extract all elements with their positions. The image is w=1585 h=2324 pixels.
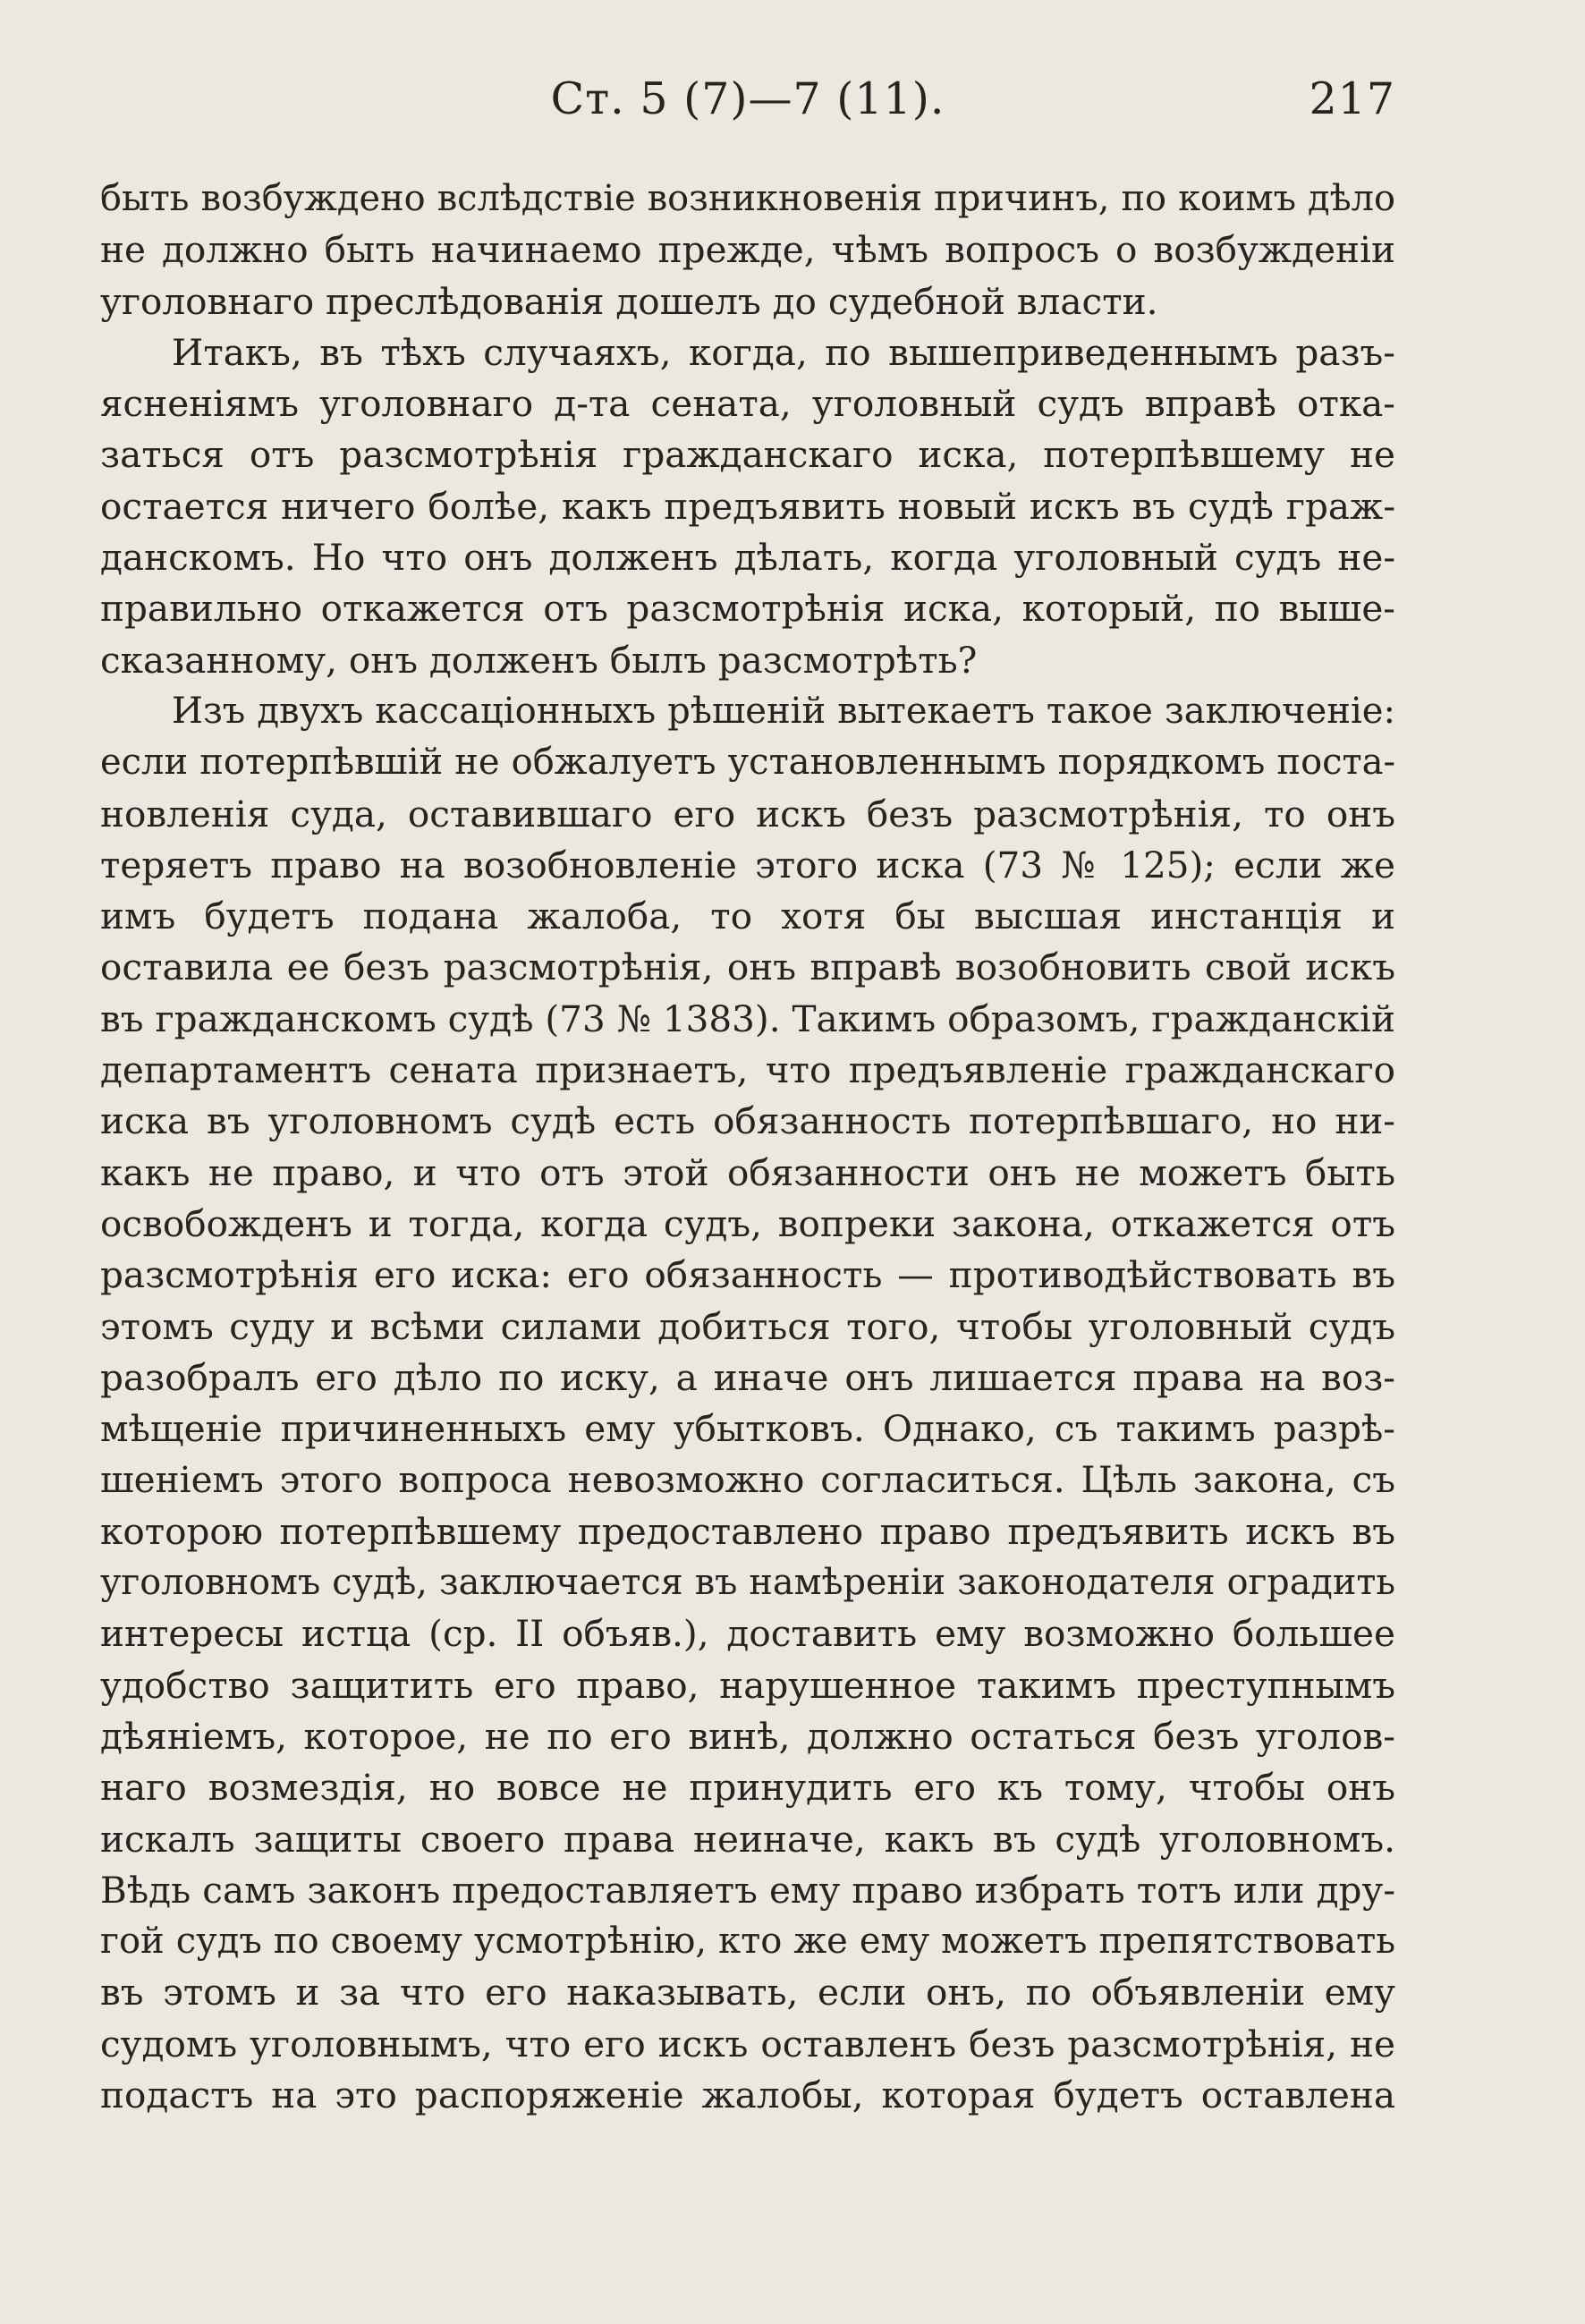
text-line: Изъ двухъ кассаціонныхъ рѣшеній вытекаетъ такое заключеніе:	[172, 690, 1395, 732]
text-line: искалъ защиты своего права неиначе, какъ въ судѣ уголовномъ.	[100, 1817, 1395, 1861]
text-line: не должно быть начинаемо прежде, чѣмъ вопросъ о возбужденіи	[100, 228, 1395, 272]
text-line: Итакъ, въ тѣхъ случаяхъ, когда, по вышеприведеннымъ разъ-	[172, 330, 1395, 374]
text-line: данскомъ. Но что онъ долженъ дѣлать, когда уголовный судъ не-	[100, 536, 1395, 580]
text-line: дѣяніемъ, которое, не по его винѣ, должно остаться безъ уголов-	[100, 1714, 1395, 1758]
text-line: оставила ее безъ разсмотрѣнія, онъ вправѣ возобновить свой искъ	[100, 946, 1395, 989]
text-line: теряетъ право на возобновленіе этого иска (73 № 125); если же	[100, 843, 1395, 886]
text-line: какъ не право, и что отъ этой обязанности онъ не можетъ быть	[100, 1150, 1395, 1194]
text-line: разсмотрѣнія его иска: его обязанность — противодѣйствовать въ	[100, 1253, 1395, 1297]
text-line: Вѣдь самъ законъ предоставляетъ ему право избрать тотъ или дру-	[100, 1868, 1395, 1912]
text-line: если потерпѣвшій не обжалуетъ установленнымъ порядкомъ поста-	[100, 742, 1395, 784]
text-line: подастъ на это распоряженіе жалобы, которая будетъ оставлена	[100, 2073, 1395, 2116]
text-line: въ гражданскомъ судѣ (73 № 1383). Такимъ образомъ, гражданскій	[100, 997, 1395, 1040]
text-line: освобожденъ и тогда, когда судъ, вопреки закона, откажется отъ	[100, 1201, 1395, 1245]
running-title: Ст. 5 (7)—7 (11).	[550, 73, 945, 124]
text-line: сказанному, онъ долженъ былъ разсмотрѣть?	[100, 638, 978, 682]
page-header	[100, 73, 1395, 136]
text-line: иска въ уголовномъ судѣ есть обязанность потерпѣвшаго, но ни-	[100, 1099, 1395, 1143]
text-line: уголовнаго преслѣдованія дошелъ до судебной власти.	[100, 279, 1158, 323]
text-line: гой судъ по своему усмотрѣнію, кто же ему можетъ препятствовать	[100, 1921, 1395, 1963]
text-line: заться отъ разсмотрѣнія гражданскаго иска, потерпѣвшему не	[100, 433, 1395, 477]
text-line: въ этомъ и за что его наказывать, если онъ, по объявленіи ему	[100, 1971, 1395, 2014]
text-line: уголовномъ судѣ, заключается въ намѣреніи законодателя оградить	[100, 1562, 1395, 1604]
page-number: 217	[1309, 73, 1395, 124]
text-line: ясненіямъ уголовнаго д-та сената, уголовный судъ вправѣ отка-	[100, 382, 1395, 426]
text-line: правильно откажется отъ разсмотрѣнія иска, который, по выше-	[100, 587, 1395, 631]
text-line: мѣщеніе причиненныхъ ему убытковъ. Однако, съ такимъ разрѣ-	[100, 1407, 1395, 1451]
text-line: новленія суда, оставившаго его искъ безъ разсмотрѣнія, то онъ	[100, 792, 1395, 835]
text-line: наго возмездія, но вовсе не принудить его къ тому, чтобы онъ	[100, 1766, 1395, 1810]
text-line: остается ничего болѣе, какъ предъявить новый искъ въ судѣ граж-	[100, 484, 1395, 528]
text-line: разобралъ его дѣло по иску, а иначе онъ лишается права на воз-	[100, 1355, 1395, 1399]
text-line: судомъ уголовнымъ, что его искъ оставленъ безъ разсмотрѣнія, не	[100, 2022, 1395, 2065]
text-line: быть возбуждено вслѣдствіе возникновенія причинъ, по коимъ дѣло	[100, 178, 1395, 219]
text-line: этомъ суду и всѣми силами добиться того, чтобы уголовный судъ	[100, 1304, 1395, 1348]
text-line: удобство защитить его право, нарушенное такимъ преступнымъ	[100, 1663, 1395, 1707]
text-line: имъ будетъ подана жалоба, то хотя бы высшая инстанція и	[100, 895, 1395, 938]
text-line: департаментъ сената признаетъ, что предъявленіе гражданскаго	[100, 1048, 1395, 1092]
body-text	[100, 174, 1395, 2121]
text-line: которою потерпѣвшему предоставлено право предъявить искъ въ	[100, 1509, 1395, 1553]
text-line: шеніемъ этого вопроса невозможно согласиться. Цѣль закона, съ	[100, 1458, 1395, 1502]
text-line: интересы истца (ср. II объяв.), доставить ему возможно большее	[100, 1612, 1395, 1656]
